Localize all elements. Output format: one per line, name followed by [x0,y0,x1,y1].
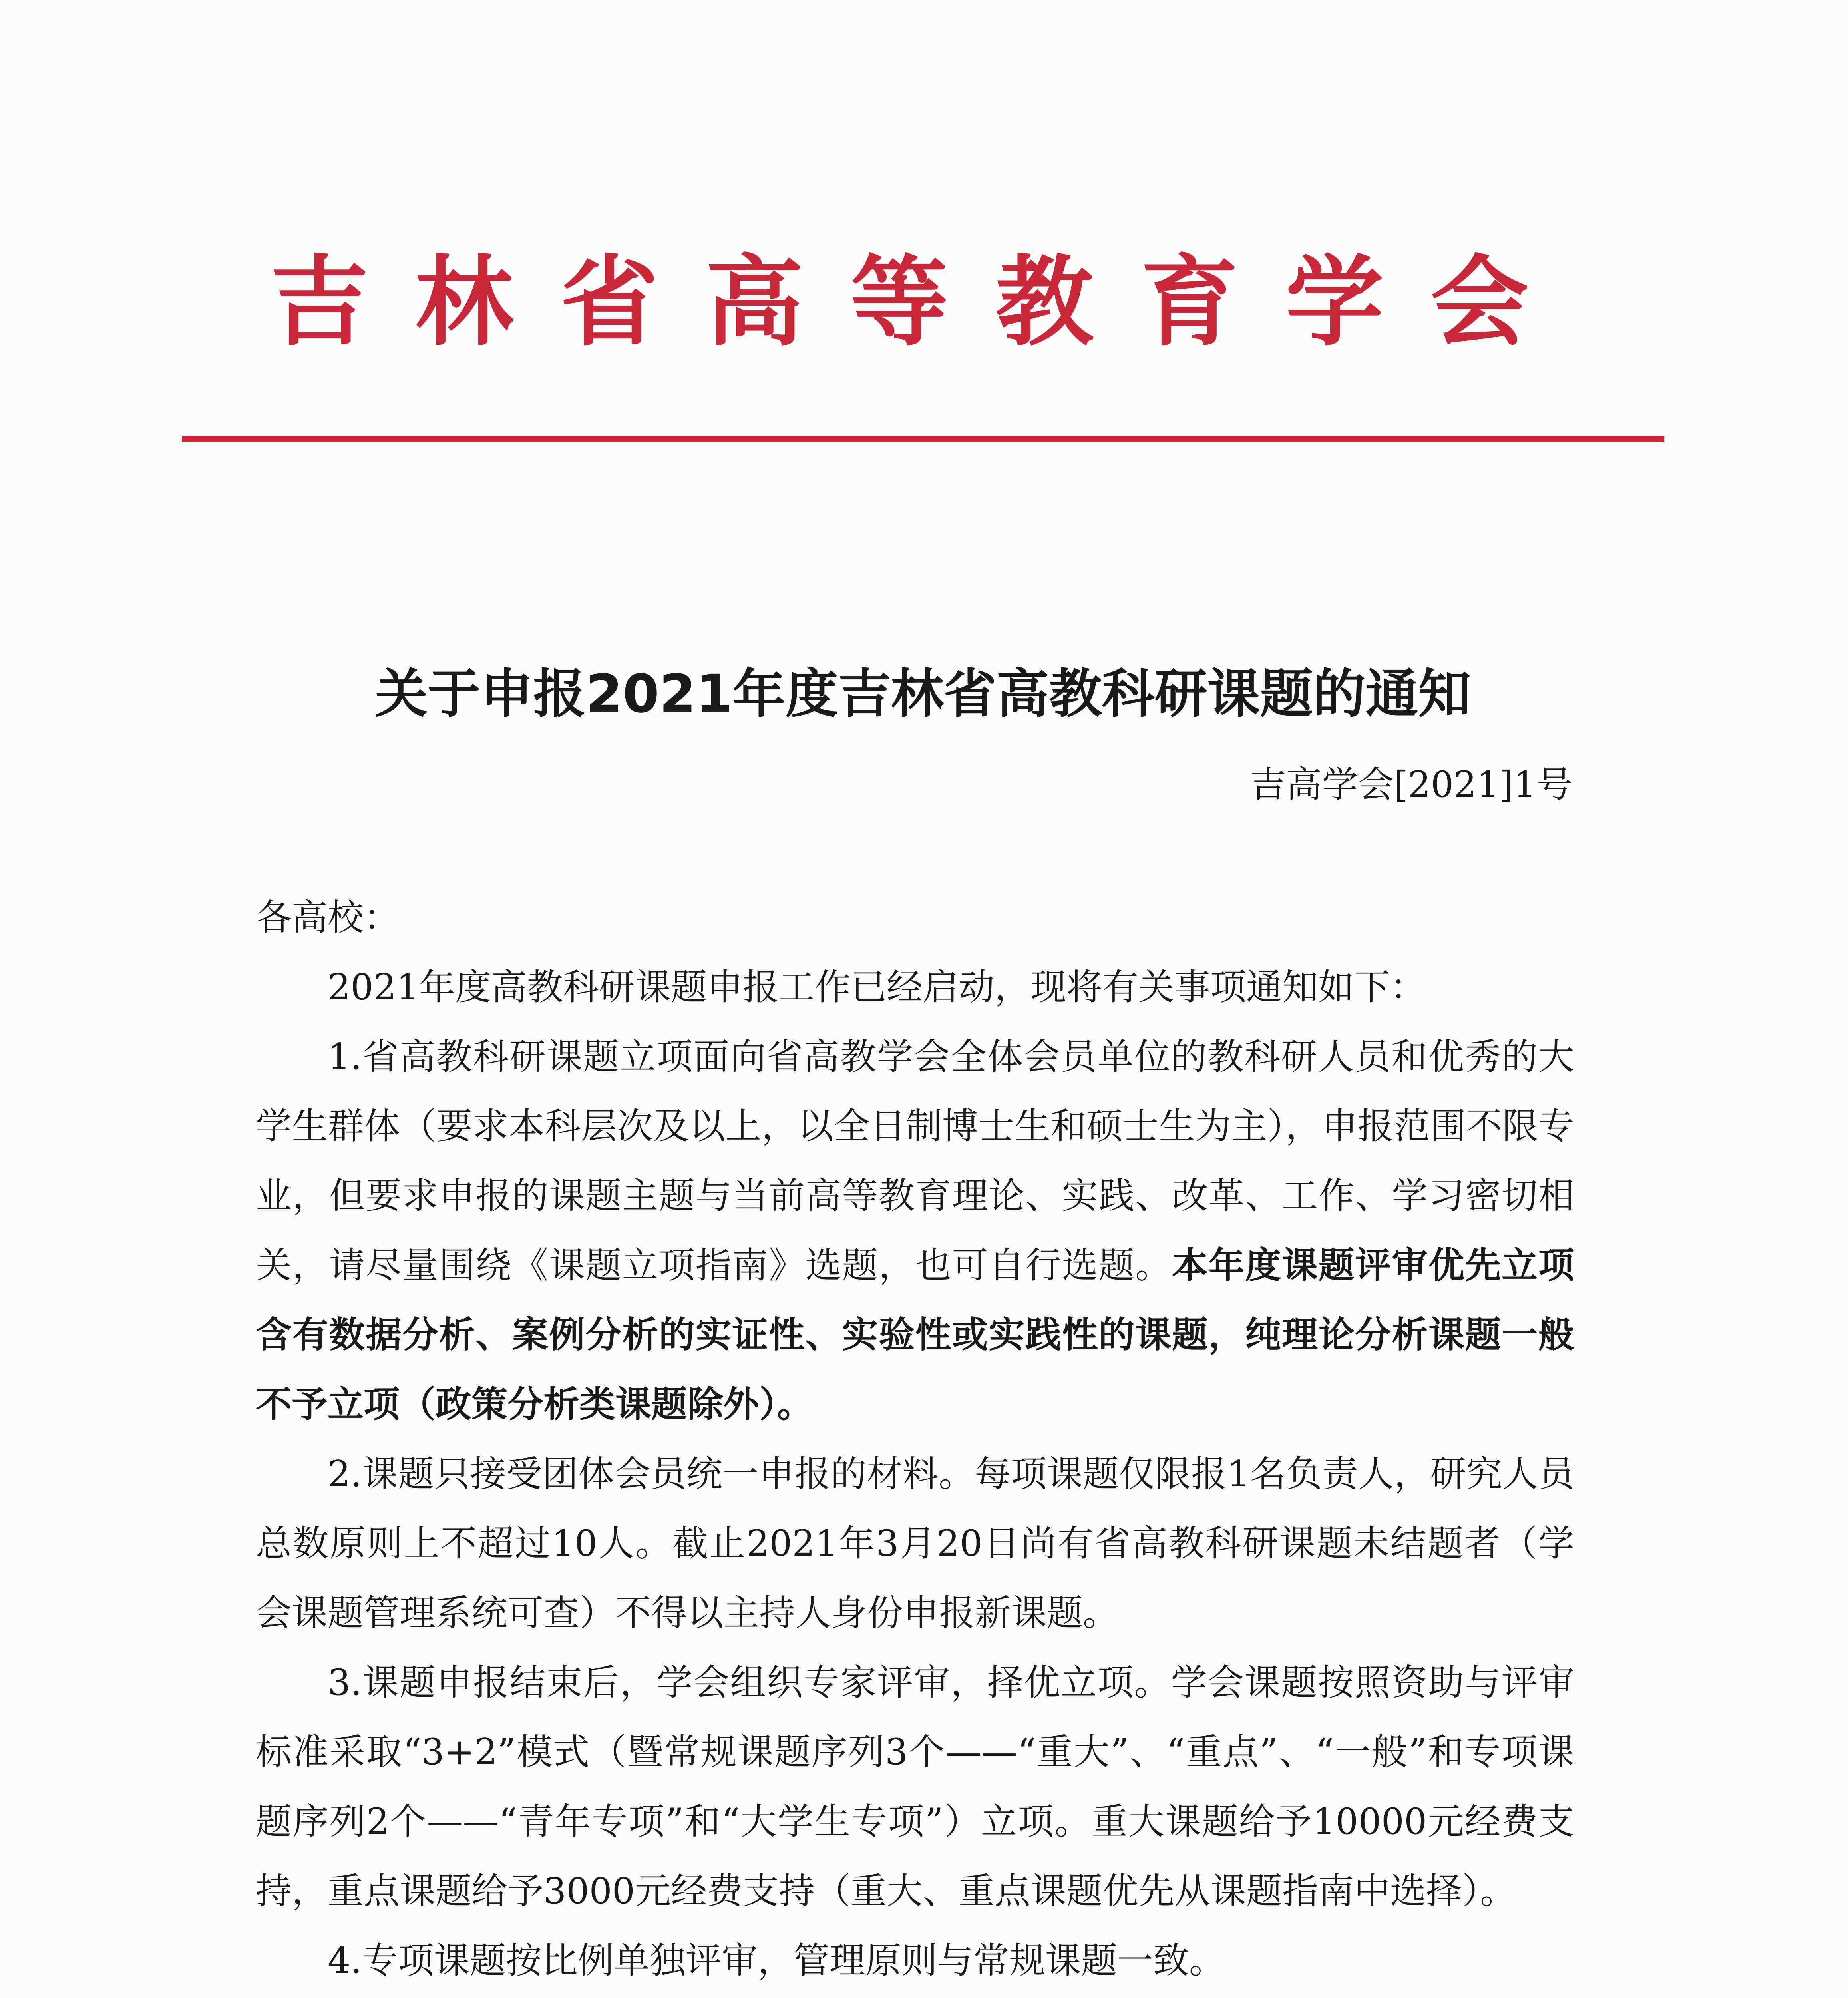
letterhead-org-name: 吉林省高等教育学会 [270,244,1576,359]
document-number: 吉高学会[2021]1号 [1250,764,1572,806]
item-4-paragraph: 4.专项课题按比例单独评审，管理原则与常规课题一致。 [328,1940,1225,1982]
item-1-emphasis: 本年度课题评审优先立项含有数据分析、案例分析的实证性、实验性或实践性的课题，纯理论分析课题一般不予立项（政策分析类课题除外）。 [256,1244,1575,1425]
item-2-paragraph: 2.课题只接受团体会员统一申报的材料。每项课题仅限报1名负责人，研究人员总数原则上不超过10人。截止2021年3月20日尚有省高教科研课题未结题者（学会课题管理系统可查）不得以主持人身份申报新课题。 [256,1453,1575,1634]
intro-paragraph: 2021年度高教科研课题申报工作已经启动，现将有关事项通知如下： [328,966,1426,1008]
youth-requirement-paragraph [256,1996,1574,1998]
item-3-paragraph: 3.课题申报结束后，学会组织专家评审，择优立项。学会课题按照资助与评审标准采取“3+2”模式（暨常规课题序列3个——“重大”、“重点”、“一般”和专项课题序列2个——“青年专项”和“大学生专项”）立项。重大课题给予10000元经费支持，重点课题给予3000元经费支持（重大、重点课题优先从课题指南中选择）。 [256,1662,1574,1912]
item-1-text: 1.省高教科研课题立项面向省高教学会全体会员单位的教科研人员和优秀的大学生群体（要求本科层次及以上，以全日制博士生和硕士生为主），申报范围不限专业，但要求申报的课题主题与当前高等教育理论、实践、改革、工作、学习密切相关，请尽量围绕《课题立项指南》选题，也可自行选题。 [256,1036,1574,1286]
item-1-paragraph [256,1022,1574,1439]
salutation: 各高校： [256,897,400,939]
notice-title: 关于申报2021年度吉林省高教科研课题的通知 [375,663,1471,725]
notice-body [256,883,1574,1998]
letterhead-red-rule-top [182,436,1664,442]
